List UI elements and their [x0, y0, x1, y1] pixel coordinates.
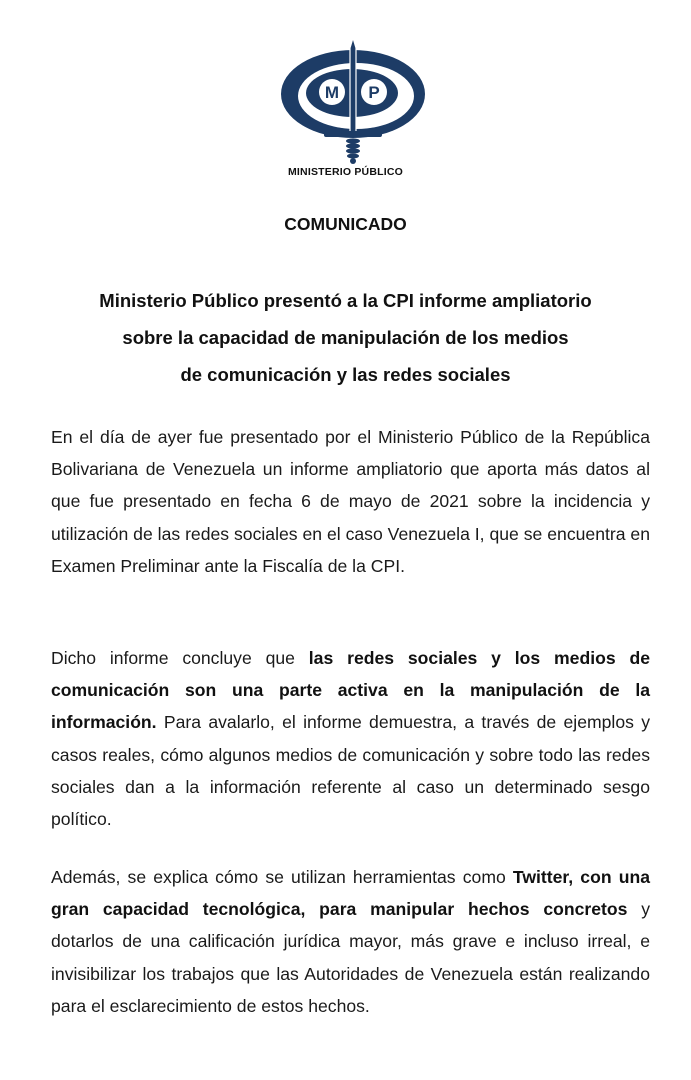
body-paragraph-1	[51, 421, 650, 582]
headline-line: de comunicación y las redes sociales	[180, 364, 511, 385]
logo-letter-m: M	[324, 83, 340, 102]
sword-grip	[346, 138, 360, 164]
headline-line: sobre la capacidad de manipulación de los medios	[122, 327, 569, 348]
document-type-title: COMUNICADO	[284, 214, 407, 234]
paragraph-text: y dotarlos de una calificación jurídica mayor, más grave e incluso irreal, e invisibilizar los trabajos que las Autoridades de Venezuela están realizando para el esclarecimiento de estos hechos.	[51, 899, 650, 1016]
sword-crossguard	[324, 131, 382, 137]
organization-name: MINISTERIO PÚBLICO	[287, 166, 404, 178]
paragraph-text: Dicho informe concluye que	[51, 648, 309, 668]
body-paragraph-2	[51, 642, 650, 835]
paragraph-text: Además, se explica cómo se utilizan herramientas como	[51, 867, 513, 887]
ministerio-publico-logo	[268, 36, 438, 186]
paragraph-emphasis: Twitter, con una gran capacidad tecnológica, para manipular hechos concretos	[51, 867, 650, 920]
headline	[40, 282, 651, 393]
logo-letter-p: P	[368, 83, 380, 102]
sword-blade	[350, 38, 356, 132]
paragraph-text: En el día de ayer fue presentado por el Ministerio Público de la República Bolivariana de Venezuela un informe ampliatorio que aporta más datos al que fue presentado en fecha 6 de mayo de 2021 sobre la incidencia y utilización de las redes sociales en el caso Venezuela I, que se encuentra en Examen Preliminar ante la Fiscalía de la CPI.	[51, 427, 650, 576]
paragraph-text: Para avalarlo, el informe demuestra, a través de ejemplos y casos reales, cómo algunos medios de comunicación y sobre todo las redes sociales dan a la información referente al caso un determinado sesgo político.	[51, 712, 650, 830]
body-paragraph-3	[51, 861, 650, 1022]
logo-emblem	[268, 36, 438, 186]
paragraph-emphasis: las redes sociales y los medios de comunicación son una parte activa en la manipulación de la información.	[51, 648, 651, 733]
headline-line: Ministerio Público presentó a la CPI informe ampliatorio	[99, 290, 592, 311]
